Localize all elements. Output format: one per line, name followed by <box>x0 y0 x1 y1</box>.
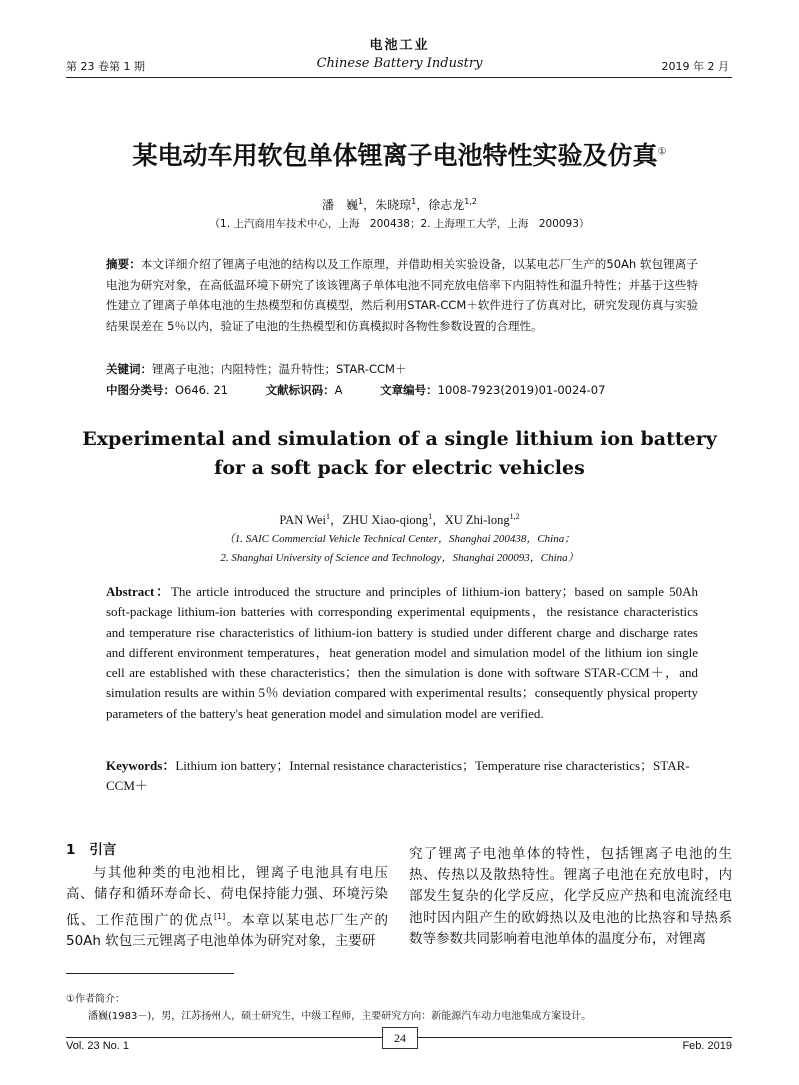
body-column-left <box>66 840 388 953</box>
journal-title-cn: 电池工业 <box>369 38 430 53</box>
clc-field <box>106 383 228 397</box>
keywords-cn <box>106 361 698 377</box>
keywords-en-label: Keywords： <box>106 758 176 773</box>
body-text-left: 与其他种类的电池相比，锂离子电池具有电压高、储存和循环寿命长、荷电保持能力强、环境污染低、工作范围广的优点 <box>66 865 388 929</box>
paper-title-cn <box>0 136 799 172</box>
article-number-value: 1008-7923(2019)01-0024-07 <box>437 383 606 397</box>
issue-date-cn: 2019 年 2 月 <box>661 60 729 73</box>
clc-label: 中图分类号： <box>106 383 175 397</box>
author-en-1-sup: 1 <box>325 511 330 521</box>
author-en-2: ，ZHU Xiao-qiong <box>329 513 429 527</box>
author-cn-3-sup: 1,2 <box>464 197 477 206</box>
paper-title-cn-text: 某电动车用软包单体锂离子电池特性实验及仿真 <box>132 141 658 170</box>
author-cn-2-sup: 1 <box>411 197 417 206</box>
paper-title-en-line2: for a soft pack for electric vehicles <box>214 457 585 479</box>
header-rule <box>66 77 732 78</box>
section-title: 引言 <box>89 842 117 858</box>
abstract-en <box>106 582 698 724</box>
abstract-cn-text: 本文详细介绍了锂离子电池的结构以及工作原理，并借助相关实验设备，以某电芯厂生产的50Ah 软包锂离子电池为研究对象，在高低温环境下研究了该该锂离子单体电池不同充放电倍率下内阻特性和温升特性；并基于这些特性建立了锂离子单体电池的生热模型和仿真模型，然后利用STAR-CCM＋软件进行了仿真对比，研究发现仿真与实验结果误差在 5％以内，验证了电池的生热模型和仿真模拟时各物性参数设置的合理性。 <box>106 257 698 333</box>
body-text-left-2: 。本章以某电芯厂生产的50Ah 软包三元锂离子电池单体为研究对象，主要研 <box>66 912 389 950</box>
author-cn-3: ，徐志龙 <box>416 198 465 212</box>
body-paragraph-right: 究了锂离子电池单体的特性，包括锂离子电池的生热、传热以及散热特性。锂离子电池在充放电时，内部发生复杂的化学反应，化学反应产热和电流流经电池时因内阻产生的欧姆热以及电池的比热容和导热系数等参数共同影响着电池单体的温度分布，对锂离 <box>409 846 732 947</box>
author-cn-1: 潘 巍 <box>322 198 359 212</box>
doc-code-label: 文献标识码： <box>265 383 335 397</box>
paper-title-en <box>0 425 799 483</box>
article-number-label: 文章编号： <box>380 383 438 397</box>
footer-volume: Vol. 23 No. 1 <box>66 1040 129 1052</box>
footer-date: Feb. 2019 <box>682 1040 732 1052</box>
article-number-field <box>380 383 605 397</box>
classification-line <box>106 382 706 398</box>
affiliation-en-line1: （1. SAIC Commercial Vehicle Technical Center，Shanghai 200438，China； <box>223 533 576 545</box>
author-en-1: PAN Wei <box>279 513 326 527</box>
keywords-cn-text: 锂离子电池；内阻特性；温升特性；STAR-CCM＋ <box>152 362 407 376</box>
page-number: 24 <box>382 1027 418 1049</box>
body-column-right <box>409 844 732 950</box>
author-en-3: ，XU Zhi-long <box>432 513 510 527</box>
footnote-body: 潘巍(1983－)，男，江苏扬州人，硕士研究生，中级工程师，主要研究方向：新能源汽车动力电池集成方案设计。 <box>88 1011 592 1022</box>
keywords-en-text: Lithium ion battery；Internal resistance characteristics；Temperature rise characteristics；STAR-CCM＋ <box>106 758 690 794</box>
affiliation-cn: （1. 上汽商用车技术中心，上海 200438；2. 上海理工大学，上海 200093） <box>209 218 590 230</box>
clc-value: O646. 21 <box>175 383 228 397</box>
footnote-rule <box>66 973 234 974</box>
section-heading <box>66 840 388 861</box>
volume-issue-cn: 第 23 卷第 1 期 <box>66 60 145 73</box>
paper-title-en-line1: Experimental and simulation of a single lithium ion battery <box>82 428 717 450</box>
author-cn-1-sup: 1 <box>358 197 364 206</box>
authors-en <box>0 510 799 528</box>
abstract-cn <box>106 254 698 336</box>
citation-ref: [1] <box>213 911 226 921</box>
keywords-en <box>106 756 698 797</box>
keywords-cn-label: 关键词： <box>106 362 152 376</box>
section-number: 1 <box>66 842 76 858</box>
doc-code-field <box>266 383 343 397</box>
title-footnote-mark: ① <box>657 146 667 158</box>
author-cn-2: ，朱晓琼 <box>363 198 412 212</box>
author-en-2-sup: 1 <box>428 511 433 521</box>
abstract-en-label: Abstract： <box>106 584 171 599</box>
abstract-cn-label: 摘要： <box>106 257 141 271</box>
affiliation-en <box>0 530 799 568</box>
body-paragraph-left <box>66 863 388 952</box>
author-en-3-sup: 1,2 <box>509 511 520 521</box>
abstract-en-text: The article introduced the structure and principles of lithium-ion battery；based on sample 50Ah soft-package lithium-ion batteries with corresponding experimental equipments，the resistance characteristics and temperature rise characteristics of lithium-ion battery is studied under different charge and discharge rates and different environment temperatures，heat generation model and simulation model of the lithium ion single cell are established with these characteristics；then the simulation is done with software STAR-CCM＋，and simulation results are within 5％ deviation compared with experimental results；consequently physical property parameters of the battery's heat generation model and simulation model are verified. <box>106 584 698 721</box>
doc-code-value: A <box>334 383 343 397</box>
authors-cn <box>0 196 799 213</box>
journal-title-en: Chinese Battery Industry <box>316 56 483 71</box>
affiliation-en-line2: 2. Shanghai University of Science and Technology，Shanghai 200093，China） <box>220 552 579 564</box>
footnote-title: ①作者简介： <box>66 994 125 1005</box>
